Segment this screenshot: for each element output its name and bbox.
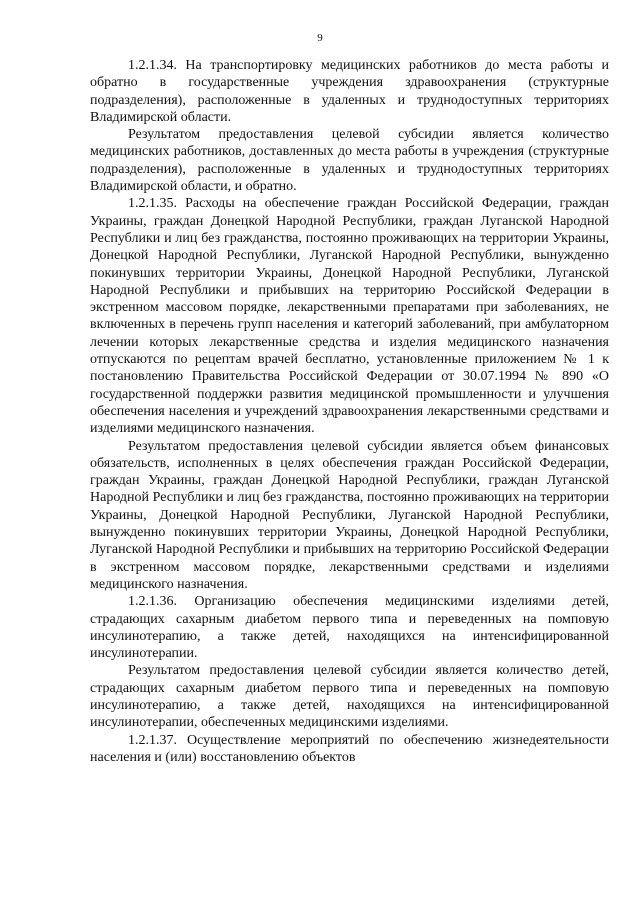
- paragraph-1-2-1-35: 1.2.1.35. Расходы на обеспечение граждан Российской Федерации, граждан Украины, граждан Донецкой Народной Республики, граждан Луганской Народной Республики и лиц без гражданства, постоянно проживающих на территории Украины, Донецкой Народной Республики, Луганской Народной Республики, вынужденно покинувших территории Украины, Донецкой Народной Республики, Луганской Народной Республики и прибывших на территорию Российской Федерации в экстренном массовом порядке, лекарственными препаратами при заболеваниях, не включенных в перечень групп населения и категорий заболеваний, при амбулаторном лечении которых лекарственные средства и изделия медицинского назначения отпускаются по рецептам врачей бесплатно, установленные приложением № 1 к постановлению Правительства Российской Федерации от 30.07.1994 № 890 «О государственной поддержки развития медицинской промышленности и улучшения обеспечения населения и учреждений здравоохранения лекарственными средствами и изделиями медицинского назначения.: [90, 196, 609, 437]
- document-body: [90, 57, 609, 766]
- paragraph-1-2-1-34: 1.2.1.34. На транспортировку медицинских работников до места работы и обратно в государственные учреждения здравоохранения (структурные подразделения), расположенные в удаленных и труднодоступных территориях Владимирской области.: [90, 58, 609, 125]
- paragraph-result-1-2-1-34: Результатом предоставления целевой субсидии является количество медицинских работников, доставленных до места работы в учреждения (структурные подразделения), расположенные в удаленных и труднодоступных территориях Владимирской области, и обратно.: [90, 127, 609, 195]
- paragraph-result-1-2-1-36: Результатом предоставления целевой субсидии является количество детей, страдающих сахарным диабетом первого типа и переведенных на помповую инсулинотерапию, а также детей, находящихся на интенсифицированной инсулинотерапии, обеспеченных медицинскими изделиями.: [90, 663, 609, 731]
- paragraph-1-2-1-37: 1.2.1.37. Осуществление мероприятий по обеспечению жизнедеятельности населения и (или) восстановлению объектов: [90, 732, 609, 765]
- paragraph-result-1-2-1-35: Результатом предоставления целевой субсидии является объем финансовых обязательств, исполненных в целях обеспечения граждан Российской Федерации, граждан Украины, граждан Донецкой Народной Республики, граждан Луганской Народной Республики и лиц без гражданства, постоянно проживающих на территории Украины, Донецкой Народной Республики, Луганской Народной Республики, вынужденно покинувших территории Украины, Донецкой Народной Республики, Луганской Народной Республики и прибывших на территорию Российской Федерации в экстренном массовом порядке, лекарственными средствами и изделиями медицинского назначения.: [90, 438, 609, 592]
- page-number: 9: [317, 32, 323, 44]
- paragraph-1-2-1-36: 1.2.1.36. Организацию обеспечения медицинскими изделиями детей, страдающих сахарным диабетом первого типа и переведенных на помповую инсулинотерапию, а также детей, находящихся на интенсифицированной инсулинотерапии.: [90, 594, 609, 662]
